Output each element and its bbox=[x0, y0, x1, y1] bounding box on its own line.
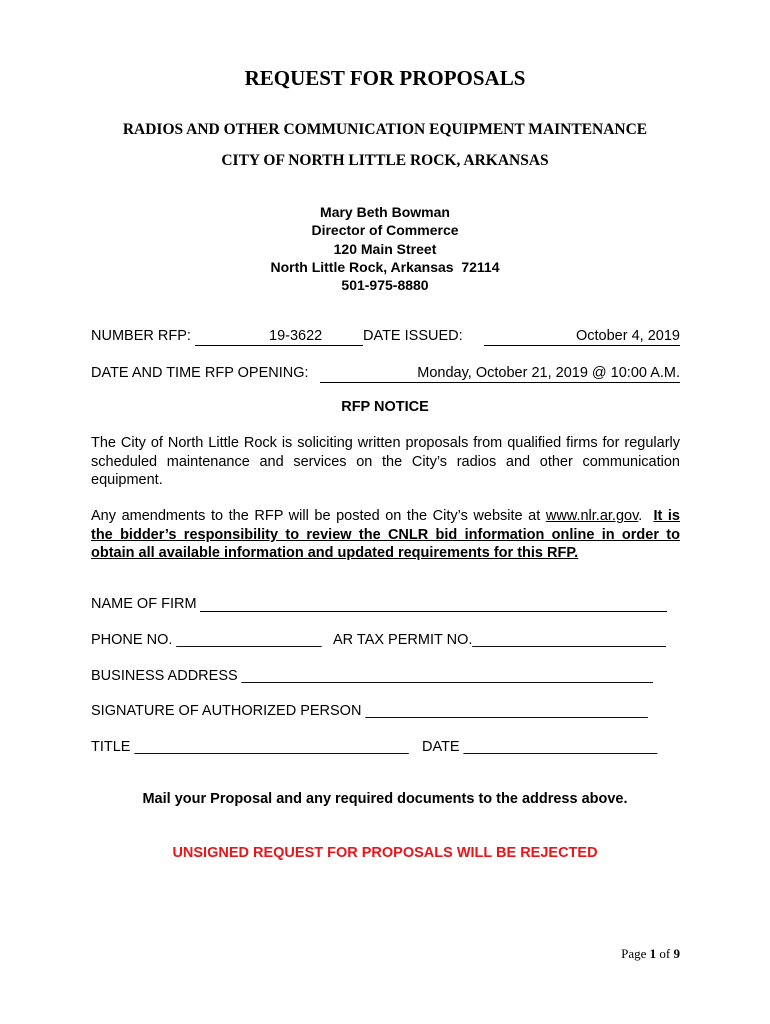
contact-street: 120 Main Street bbox=[333, 240, 437, 257]
amendments-paragraph bbox=[91, 507, 680, 563]
document-subtitle-line2: CITY OF NORTH LITTLE ROCK, ARKANSAS bbox=[221, 152, 549, 169]
date-issued-underline bbox=[484, 345, 680, 346]
contact-role: Director of Commerce bbox=[311, 222, 459, 239]
document-title: REQUEST FOR PROPOSALS bbox=[244, 66, 526, 90]
contact-block bbox=[0, 203, 770, 294]
tax-permit-field[interactable]: AR TAX PERMIT NO.________________________ bbox=[333, 632, 666, 648]
rfp-notice-heading: RFP NOTICE bbox=[341, 399, 429, 415]
firm-name-label: NAME OF FIRM bbox=[91, 596, 197, 612]
date-issued-label: DATE ISSUED: bbox=[363, 328, 463, 344]
amendments-period: . bbox=[638, 508, 654, 524]
rfp-number-value: 19-3622 bbox=[269, 328, 323, 344]
firm-name-field[interactable] bbox=[200, 611, 667, 612]
amendments-text: Any amendments to the RFP will be posted on the City’s website at bbox=[91, 508, 546, 524]
date-field[interactable]: DATE ________________________ bbox=[422, 739, 658, 755]
unsigned-warning: UNSIGNED REQUEST FOR PROPOSALS WILL BE REJECTED bbox=[172, 845, 598, 861]
rfp-number-label: NUMBER RFP: bbox=[91, 328, 191, 344]
business-address-field[interactable]: BUSINESS ADDRESS ___________________________________________________ bbox=[91, 668, 653, 684]
rfp-opening-underline bbox=[320, 382, 680, 383]
bidder-responsibility-text: It is the bidder’s responsibility to review the CNLR bid information online in order to obtain all available information and updated requirements for this RFP. bbox=[91, 508, 680, 562]
contact-phone: 501-975-8880 bbox=[341, 277, 429, 294]
page-current: 1 bbox=[649, 946, 657, 961]
date-issued-value: October 4, 2019 bbox=[576, 328, 680, 344]
website-link[interactable]: www.nlr.ar.gov bbox=[545, 508, 639, 524]
phone-field[interactable]: PHONE NO. __________________ bbox=[91, 632, 322, 648]
mail-instruction: Mail your Proposal and any required documents to the address above. bbox=[142, 791, 628, 807]
notice-paragraph: The City of North Little Rock is soliciting written proposals from qualified firms for regularly scheduled maintenance and services on the City’s radios and other communication equipment. bbox=[91, 435, 680, 489]
page-word: Page bbox=[621, 946, 647, 961]
page-number bbox=[621, 946, 680, 962]
contact-city: North Little Rock, Arkansas 72114 bbox=[270, 258, 500, 275]
document-subtitle-line1: RADIOS AND OTHER COMMUNICATION EQUIPMENT MAINTENANCE bbox=[122, 121, 648, 138]
page-total: 9 bbox=[673, 946, 680, 961]
rfp-opening-label: DATE AND TIME RFP OPENING: bbox=[91, 365, 309, 381]
contact-name: Mary Beth Bowman bbox=[320, 204, 450, 220]
rfp-number-underline bbox=[195, 345, 363, 346]
page-of: of bbox=[659, 946, 671, 961]
rfp-opening-value: Monday, October 21, 2019 @ 10:00 A.M. bbox=[417, 365, 680, 381]
title-field[interactable]: TITLE __________________________________ bbox=[91, 739, 409, 755]
signature-field[interactable]: SIGNATURE OF AUTHORIZED PERSON ___________________________________ bbox=[91, 703, 648, 719]
